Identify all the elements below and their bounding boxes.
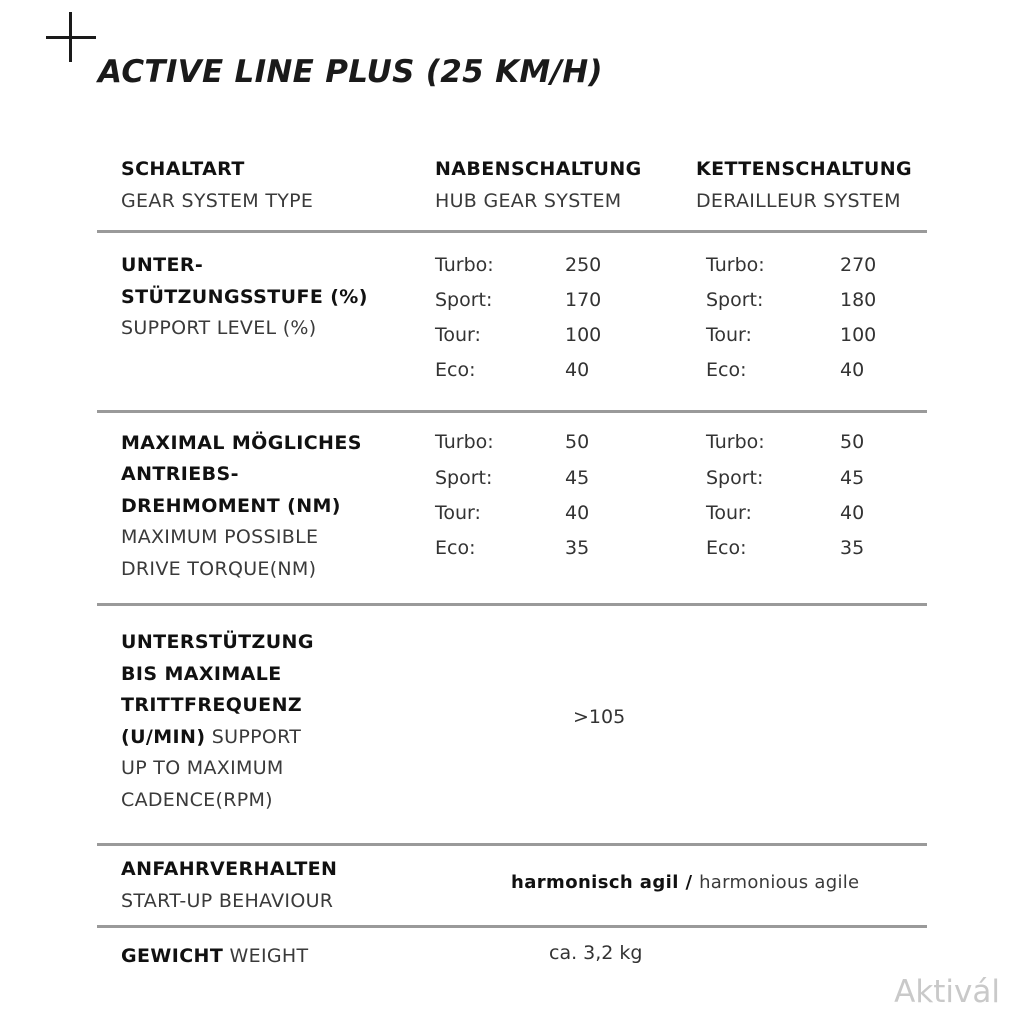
weight-label <box>121 941 308 973</box>
torque-label-de-3: DREHMOMENT (NM) <box>121 495 341 517</box>
derailleur-support-level-eco: Eco: <box>706 359 747 381</box>
cadence-label-de-4: (U/MIN) <box>121 726 206 748</box>
hub-torque-value-eco: 35 <box>565 537 590 559</box>
derailleur-column-header-de: KETTENSCHALTUNG <box>696 158 913 180</box>
torque-label-en-1: MAXIMUM POSSIBLE <box>121 526 319 548</box>
torque-label-de-2: ANTRIEBS- <box>121 463 239 485</box>
startup-value <box>511 867 859 899</box>
startup-label-de: ANFAHRVERHALTEN <box>121 858 338 880</box>
hub-torque-value-tour: 40 <box>565 502 590 524</box>
derailleur-support-value-eco: 40 <box>840 359 865 381</box>
page-title: ACTIVE LINE PLUS (25 KM/H) <box>98 54 603 90</box>
derailleur-support-level-tour: Tour: <box>706 324 752 346</box>
derailleur-torque-level-eco: Eco: <box>706 537 747 559</box>
row-divider <box>97 843 927 846</box>
gear-type-label-de: SCHALTART <box>121 158 245 180</box>
derailleur-torque-value-eco: 35 <box>840 537 865 559</box>
hub-support-level-eco: Eco: <box>435 359 476 381</box>
hub-support-value-eco: 40 <box>565 359 590 381</box>
hub-column-header-en: HUB GEAR SYSTEM <box>435 190 622 212</box>
cadence-label-en-1: SUPPORT <box>205 726 302 748</box>
hub-torque-level-tour: Tour: <box>435 502 481 524</box>
row-divider <box>97 603 927 606</box>
startup-value-de: harmonisch agil <box>511 872 679 893</box>
startup-value-en: harmonious agile <box>699 872 860 893</box>
cadence-label-de-3: TRITTFREQUENZ <box>121 694 303 716</box>
derailleur-support-level-turbo: Turbo: <box>706 254 765 276</box>
derailleur-torque-value-tour: 40 <box>840 502 865 524</box>
gear-type-label-en: GEAR SYSTEM TYPE <box>121 190 314 212</box>
support-level-label-de-2: STÜTZUNGSSTUFE (%) <box>121 286 368 308</box>
activation-watermark: Aktivál <box>894 974 1000 1010</box>
hub-torque-value-turbo: 50 <box>565 431 590 453</box>
hub-support-level-turbo: Turbo: <box>435 254 494 276</box>
derailleur-support-value-tour: 100 <box>840 324 877 346</box>
plus-icon <box>46 12 96 62</box>
hub-torque-level-eco: Eco: <box>435 537 476 559</box>
startup-label-en: START-UP BEHAVIOUR <box>121 890 334 912</box>
derailleur-torque-level-tour: Tour: <box>706 502 752 524</box>
derailleur-column-header-en: DERAILLEUR SYSTEM <box>696 190 901 212</box>
hub-support-value-sport: 170 <box>565 289 602 311</box>
hub-support-level-tour: Tour: <box>435 324 481 346</box>
row-divider <box>97 230 927 233</box>
weight-value: ca. 3,2 kg <box>549 942 643 964</box>
weight-label-en: WEIGHT <box>223 945 309 967</box>
cadence-label-en-3: CADENCE(RPM) <box>121 789 273 811</box>
cadence-value: >105 <box>573 706 626 728</box>
hub-torque-value-sport: 45 <box>565 467 590 489</box>
torque-label-en-2: DRIVE TORQUE(NM) <box>121 558 317 580</box>
hub-torque-level-sport: Sport: <box>435 467 493 489</box>
hub-torque-level-turbo: Turbo: <box>435 431 494 453</box>
derailleur-torque-value-sport: 45 <box>840 467 865 489</box>
hub-support-level-sport: Sport: <box>435 289 493 311</box>
hub-column-header-de: NABENSCHALTUNG <box>435 158 642 180</box>
row-divider <box>97 410 927 413</box>
hub-support-value-turbo: 250 <box>565 254 602 276</box>
weight-label-de: GEWICHT <box>121 945 224 967</box>
cadence-label-line-4 <box>121 722 301 754</box>
support-level-label-de-1: UNTER- <box>121 254 204 276</box>
torque-label-de-1: MAXIMAL MÖGLICHES <box>121 432 362 454</box>
cadence-label-de-1: UNTERSTÜTZUNG <box>121 631 314 653</box>
row-divider <box>97 925 927 928</box>
startup-value-separator: / <box>678 872 700 893</box>
cadence-label-en-2: UP TO MAXIMUM <box>121 757 284 779</box>
cadence-label-de-2: BIS MAXIMALE <box>121 663 282 685</box>
derailleur-support-value-sport: 180 <box>840 289 877 311</box>
support-level-label-en: SUPPORT LEVEL (%) <box>121 317 317 339</box>
derailleur-support-value-turbo: 270 <box>840 254 877 276</box>
derailleur-torque-level-turbo: Turbo: <box>706 431 765 453</box>
derailleur-torque-value-turbo: 50 <box>840 431 865 453</box>
derailleur-support-level-sport: Sport: <box>706 289 764 311</box>
derailleur-torque-level-sport: Sport: <box>706 467 764 489</box>
hub-support-value-tour: 100 <box>565 324 602 346</box>
